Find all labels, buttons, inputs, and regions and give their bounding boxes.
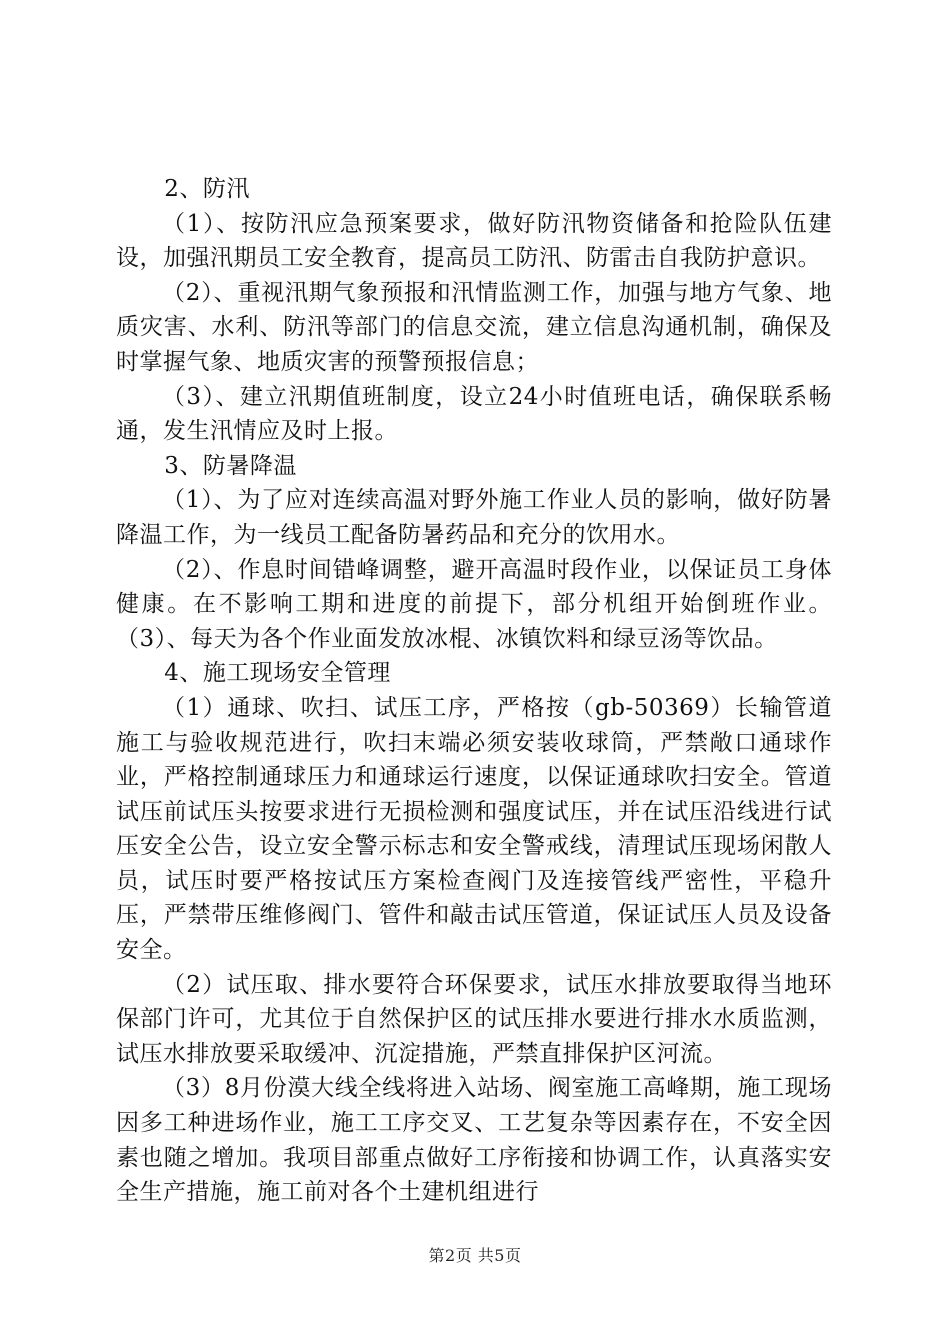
page-number: 第2页 共5页 xyxy=(428,1246,522,1265)
paragraph: （1）通球、吹扫、试压工序，严格按（gb-50369）长输管道施工与验收规范进行，吹扫末端必须安装收球筒，严禁敞口通球作业，严格控制通球压力和通球运行速度，以保证通球吹扫安全。管道试压前试压头按要求进行无损检测和强度试压，并在试压沿线进行试压安全公告，设立安全警示标志和安全警戒线，清理试压现场闲散人员，试压时要严格按试压方案检查阀门及连接管线严密性，平稳升压，严禁带压维修阀门、管件和敲击试压管道，保证试压人员及设备安全。 xyxy=(116,694,832,964)
section-heading-flood: 2、防汛 xyxy=(164,176,250,202)
paragraph: （2）试压取、排水要符合环保要求，试压水排放要取得当地环保部门许可，尤其位于自然保护区的试压排水要进行排水水质监测，试压水排放要采取缓冲、沉淀措施，严禁直排保护区河流。 xyxy=(116,971,832,1067)
section-heading-heat: 3、防暑降温 xyxy=(164,452,297,479)
paragraph: （2）、重视汛期气象预报和汛情监测工作，加强与地方气象、地质灾害、水利、防汛等部门的信息交流，建立信息沟通机制，确保及时掌握气象、地质灾害的预警预报信息； xyxy=(116,279,832,375)
paragraph: （2）、作息时间错峰调整，避开高温时段作业，以保证员工身体健康。在不影响工期和进度的前提下，部分机组开始倒班作业。（3）、每天为各个作业面发放冰棍、冰镇饮料和绿豆汤等饮品。 xyxy=(116,556,832,652)
paragraph: （3）8月份漠大线全线将进入站场、阀室施工高峰期，施工现场因多工种进场作业，施工工序交叉、工艺复杂等因素存在，不安全因素也随之增加。我项目部重点做好工序衔接和协调工作，认真落实安全生产措施，施工前对各个土建机组进行 xyxy=(116,1075,832,1206)
paragraph: （1）、为了应对连续高温对野外施工作业人员的影响，做好防暑降温工作，为一线员工配备防暑药品和充分的饮用水。 xyxy=(116,487,832,548)
page-footer xyxy=(0,1243,950,1266)
paragraph: （3）、建立汛期值班制度，设立24小时值班电话，确保联系畅通，发生汛情应及时上报。 xyxy=(116,383,832,445)
paragraph: （1）、按防汛应急预案要求，做好防汛物资储备和抢险队伍建设，加强汛期员工安全教育，提高员工防汛、防雷击自我防护意识。 xyxy=(116,210,832,272)
document-body xyxy=(116,172,832,1210)
section-heading-site-safety: 4、施工现场安全管理 xyxy=(164,660,391,687)
